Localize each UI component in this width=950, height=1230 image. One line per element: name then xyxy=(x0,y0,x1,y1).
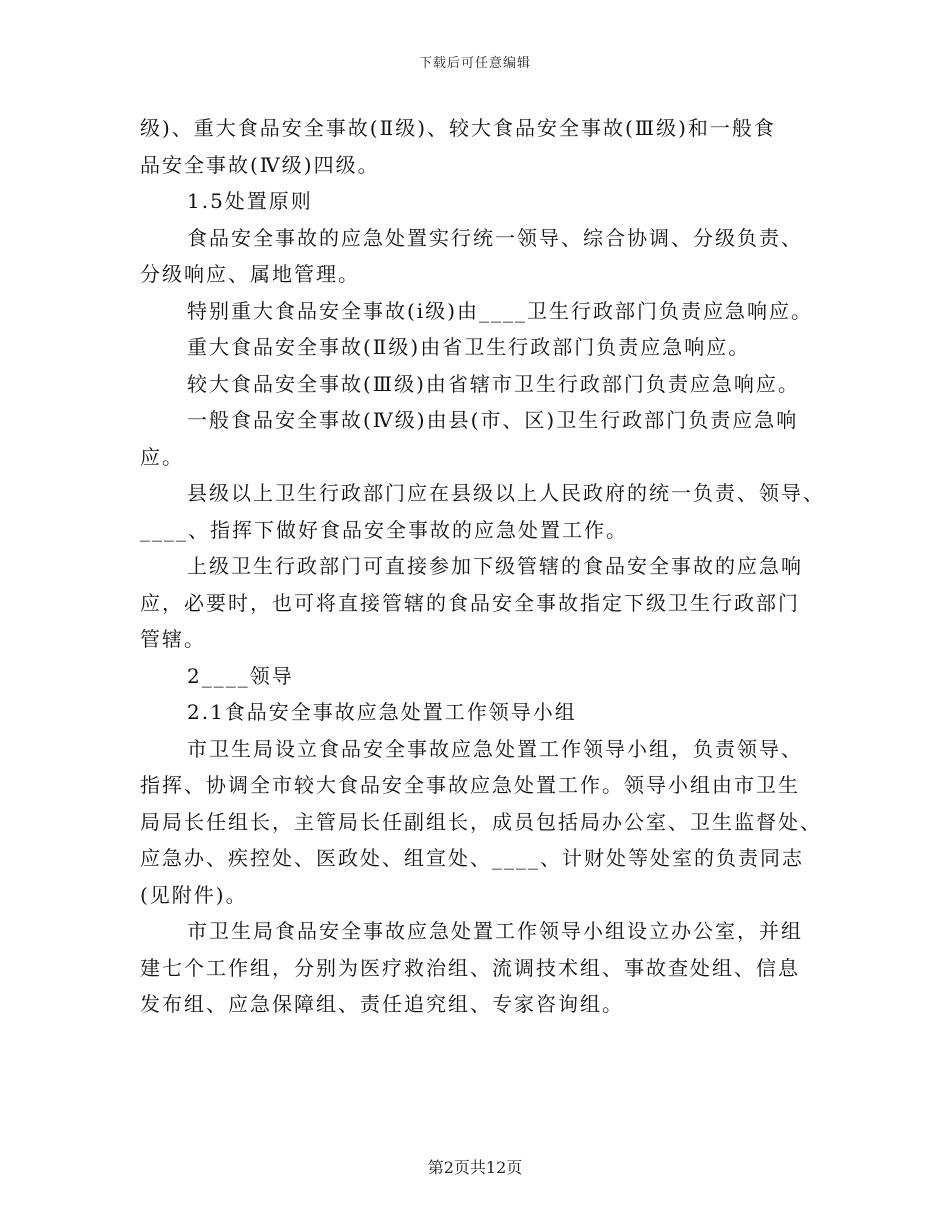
text-line: 管辖。 xyxy=(140,627,206,651)
text-line: 2____领导 xyxy=(187,663,294,688)
text-line: 特别重大食品安全事故(i级)由____卫生行政部门负责应急响应。 xyxy=(187,298,814,323)
text-line: 重大食品安全事故(Ⅱ级)由省卫生行政部门负责应急响应。 xyxy=(187,335,751,359)
text-line: 市卫生局食品安全事故应急处置工作领导小组设立办公室，并组 xyxy=(187,919,803,943)
text-line: 应。 xyxy=(140,444,184,469)
text-line: 指挥、协调全市较大食品安全事故应急处置工作。领导小组由市卫生 xyxy=(140,773,800,797)
text-line: 一般食品安全事故(Ⅳ级)由县(市、区)卫生行政部门负责应急响 xyxy=(187,408,799,432)
text-line: 品安全事故(Ⅳ级)四级。 xyxy=(140,152,380,177)
document-body xyxy=(140,110,825,1023)
text-line: 分级响应、属地管理。 xyxy=(140,262,360,286)
text-line: 建七个工作组，分别为医疗救治组、流调技术组、事故查处组、信息 xyxy=(140,955,800,980)
text-line: 市卫生局设立食品安全事故应急处置工作领导小组，负责领导、 xyxy=(187,736,803,761)
page-header: 下载后可任意编辑 xyxy=(418,56,531,71)
text-line: 发布组、应急保障组、责任追究组、专家咨询组。 xyxy=(140,992,624,1016)
text-line: ____、指挥下做好食品安全事故的应急处置工作。 xyxy=(140,517,628,542)
text-line: 县级以上卫生行政部门应在县级以上人民政府的统一负责、领导、 xyxy=(187,481,825,505)
text-line: 局局长任组长，主管局长任副组长，成员包括局办公室、卫生监督处、 xyxy=(140,809,822,834)
page-footer: 第2页共12页 xyxy=(427,1158,523,1177)
text-line: 2.1食品安全事故应急处置工作领导小组 xyxy=(187,700,577,724)
text-line: 应，必要时，也可将直接管辖的食品安全事故指定下级卫生行政部门 xyxy=(140,590,800,615)
text-line: 食品安全事故的应急处置实行统一领导、综合协调、分级负责、 xyxy=(187,225,803,250)
text-line: 上级卫生行政部门可直接参加下级管辖的食品安全事故的应急响 xyxy=(187,554,803,578)
text-line: 1.5处置原则 xyxy=(187,189,313,213)
text-line: (见附件)。 xyxy=(140,882,248,907)
text-line: 应急办、疾控处、医政处、组宣处、____、计财处等处室的负责同志 xyxy=(140,846,804,870)
text-line: 较大食品安全事故(Ⅲ级)由省辖市卫生行政部门负责应急响应。 xyxy=(187,371,800,396)
text-line: 级)、重大食品安全事故(Ⅱ级)、较大食品安全事故(Ⅲ级)和一般食 xyxy=(140,116,776,140)
